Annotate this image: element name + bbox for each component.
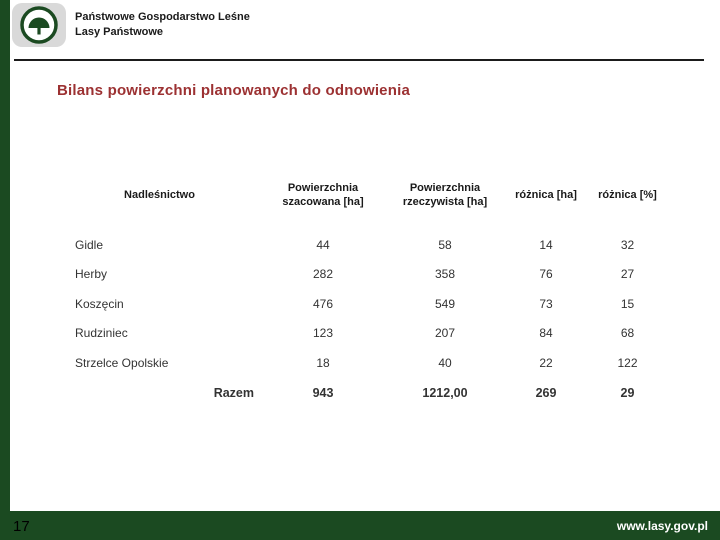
slide-header [12, 3, 250, 47]
col-header-nadlesnictwo: Nadleśnictwo [124, 188, 195, 201]
cell-roznica-ha: 73 [539, 296, 553, 311]
total-rzeczywista: 1212,00 [422, 386, 468, 400]
total-szacowana: 943 [312, 386, 334, 400]
logo [12, 3, 66, 47]
header-divider [14, 59, 704, 61]
cell-szacowana: 123 [312, 326, 334, 341]
cell-roznica-ha: 14 [539, 237, 553, 252]
total-label: Razem [213, 386, 254, 400]
website-text: www.lasy.gov.pl [616, 518, 708, 533]
cell-rzeczywista: 40 [438, 355, 452, 370]
cell-szacowana: 18 [316, 355, 330, 370]
cell-roznica-pct: 27 [620, 267, 635, 282]
cell-szacowana: 282 [312, 267, 334, 282]
table-row [57, 319, 669, 349]
cell-szacowana: 44 [316, 237, 330, 252]
org-name [75, 10, 250, 40]
cell-szacowana: 476 [312, 296, 334, 311]
balance-table [57, 160, 669, 409]
cell-name: Herby [75, 267, 108, 282]
cell-rzeczywista: 358 [434, 267, 456, 282]
cell-roznica-ha: 84 [539, 326, 553, 341]
footer-bar [0, 511, 720, 540]
table-header-row [57, 160, 669, 230]
table-total-row [57, 378, 669, 409]
cell-roznica-pct: 15 [620, 296, 635, 311]
col-header-rzeczywista: Powierzchnia rzeczywista [ha] [402, 181, 488, 208]
cell-roznica-pct: 122 [617, 355, 638, 370]
cell-name: Koszęcin [75, 296, 124, 311]
cell-rzeczywista: 58 [438, 237, 452, 252]
total-roznica-pct: 29 [620, 386, 635, 400]
org-name-line1: Państwowe Gospodarstwo Leśne [75, 11, 250, 24]
cell-rzeczywista: 207 [434, 326, 456, 341]
cell-roznica-pct: 32 [620, 237, 635, 252]
page-number: 17 [13, 518, 30, 535]
cell-name: Rudziniec [75, 326, 128, 341]
cell-name: Gidle [75, 237, 104, 252]
table-row [57, 260, 669, 290]
table-row [57, 230, 669, 260]
forest-logo-icon [19, 5, 59, 45]
col-header-roznica-ha: różnica [ha] [515, 188, 577, 201]
slide-title: Bilans powierzchni planowanych do odnowienia [57, 82, 411, 99]
col-header-szacowana: Powierzchnia szacowana [ha] [282, 181, 364, 208]
cell-rzeczywista: 549 [434, 296, 456, 311]
cell-roznica-ha: 22 [539, 355, 553, 370]
total-roznica-ha: 269 [535, 386, 557, 400]
table-row [57, 289, 669, 319]
left-accent-bar [0, 0, 10, 540]
cell-roznica-pct: 68 [620, 326, 635, 341]
cell-roznica-ha: 76 [539, 267, 553, 282]
cell-name: Strzelce Opolskie [75, 355, 169, 370]
org-name-line2: Lasy Państwowe [75, 26, 164, 38]
col-header-roznica-pct: różnica [%] [598, 188, 657, 201]
table-row [57, 348, 669, 378]
